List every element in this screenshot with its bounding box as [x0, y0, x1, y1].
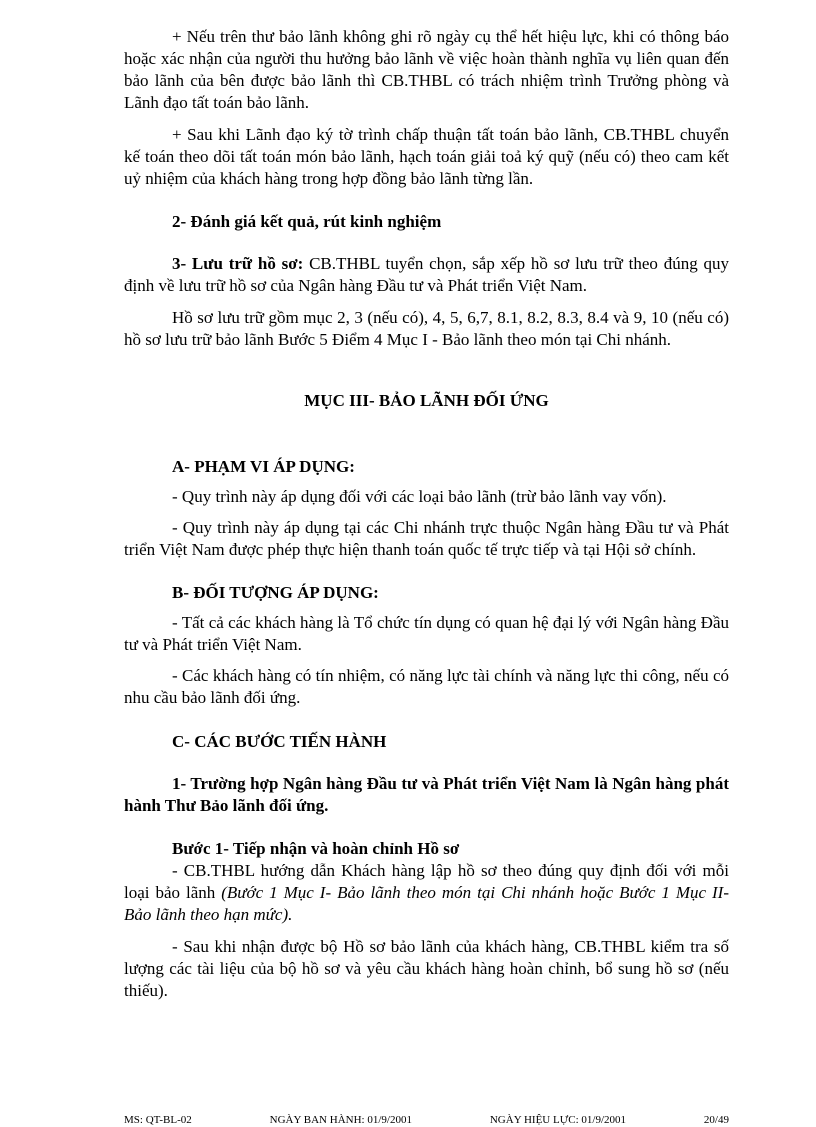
heading-evaluation: 2- Đánh giá kết quả, rút kinh nghiệm [172, 212, 442, 231]
paragraph-archive-contents: Hồ sơ lưu trữ gồm mục 2, 3 (nếu có), 4, 5, 6,7, 8.1, 8.2, 8.3, 8.4 và 9, 10 (nếu có) hồ sơ lưu trữ bảo lãnh Bước 5 Điểm 4 Mục I - Bảo lãnh theo món tại Chi nhánh. [124, 308, 729, 349]
paragraph-archive [124, 253, 729, 297]
archive-text: CB.THBL tuyển chọn, sắp xếp hồ sơ lưu trữ theo đúng quy định về lưu trữ hồ sơ của Ngân hàng Đầu tư và Phát triển Việt Nam. [124, 254, 729, 295]
paragraph-subjects-1: - Tất cả các khách hàng là Tổ chức tín dụng có quan hệ đại lý với Ngân hàng Đầu tư và Phát triển Việt Nam. [124, 613, 729, 654]
paragraph-expiry-notice: + Nếu trên thư bảo lãnh không ghi rõ ngày cụ thể hết hiệu lực, khi có thông báo hoặc xác nhận của người thu hưởng bảo lãnh về việc hoàn thành nghĩa vụ liên quan đến bảo lãnh của bên được bảo lãnh thì CB.THBL có trách nhiệm trình Trưởng phòng và Lãnh đạo tất toán bảo lãnh. [124, 27, 729, 112]
footer-effective-date: NGÀY HIỆU LỰC: 01/9/2001 [489, 1114, 627, 1126]
paragraph-scope-2: - Quy trình này áp dụng tại các Chi nhánh trực thuộc Ngân hàng Đầu tư và Phát triển Việt Nam được phép thực hiện thanh toán quốc tế trực tiếp và tại Hội sở chính. [124, 518, 729, 559]
paragraph-scope-1: - Quy trình này áp dụng đối với các loại bảo lãnh (trừ bảo lãnh vay vốn). [172, 487, 667, 506]
paragraph-subjects-2: - Các khách hàng có tín nhiệm, có năng lực tài chính và năng lực thi công, nếu có nhu cầu bảo lãnh đối ứng. [124, 666, 729, 707]
page-footer [124, 1113, 729, 1127]
paragraph-settlement: + Sau khi Lãnh đạo ký tờ trình chấp thuận tất toán bảo lãnh, CB.THBL chuyển kế toán theo dõi tất toán món bảo lãnh, hạch toán giải toả ký quỹ (nếu có) theo cam kết uỷ nhiệm của khách hàng trong hợp đồng bảo lãnh từng lần. [124, 125, 729, 188]
footer-page-number: 20/49 [703, 1114, 729, 1126]
section-title: MỤC III- BẢO LÃNH ĐỐI ỨNG [304, 391, 549, 410]
heading-steps: C- CÁC BƯỚC TIẾN HÀNH [172, 732, 387, 751]
heading-scope: A- PHẠM VI ÁP DỤNG: [172, 457, 355, 476]
step1-guidance-reference: (Bước 1 Mục I- Bảo lãnh theo món tại Chi nhánh hoặc Bước 1 Mục II- Bảo lãnh theo hạn mức). [124, 883, 729, 924]
paragraph-step1-check: - Sau khi nhận được bộ Hồ sơ bảo lãnh của khách hàng, CB.THBL kiểm tra số lượng các tài liệu của bộ hồ sơ và yêu cầu khách hàng hoàn chỉnh, bổ sung hồ sơ (nếu thiếu). [124, 937, 729, 1000]
document-body [124, 26, 729, 1002]
heading-subjects: B- ĐỐI TƯỢNG ÁP DỤNG: [172, 583, 379, 602]
paragraph-step1-guidance [124, 860, 729, 926]
archive-label: 3- Lưu trữ hồ sơ: [172, 254, 304, 273]
heading-case-1: 1- Trường hợp Ngân hàng Đầu tư và Phát triển Việt Nam là Ngân hàng phát hành Thư Bảo lãnh đối ứng. [124, 774, 729, 815]
heading-step-1: Bước 1- Tiếp nhận và hoàn chỉnh Hồ sơ [172, 839, 460, 858]
footer-issue-date: NGÀY BAN HÀNH: 01/9/2001 [269, 1114, 412, 1126]
footer-document-code: MS: QT-BL-02 [124, 1114, 192, 1126]
step1-guidance-text: - CB.THBL hướng dẫn Khách hàng lập hồ sơ theo đúng quy định đối với mỗi loại bảo lãnh [124, 861, 729, 902]
